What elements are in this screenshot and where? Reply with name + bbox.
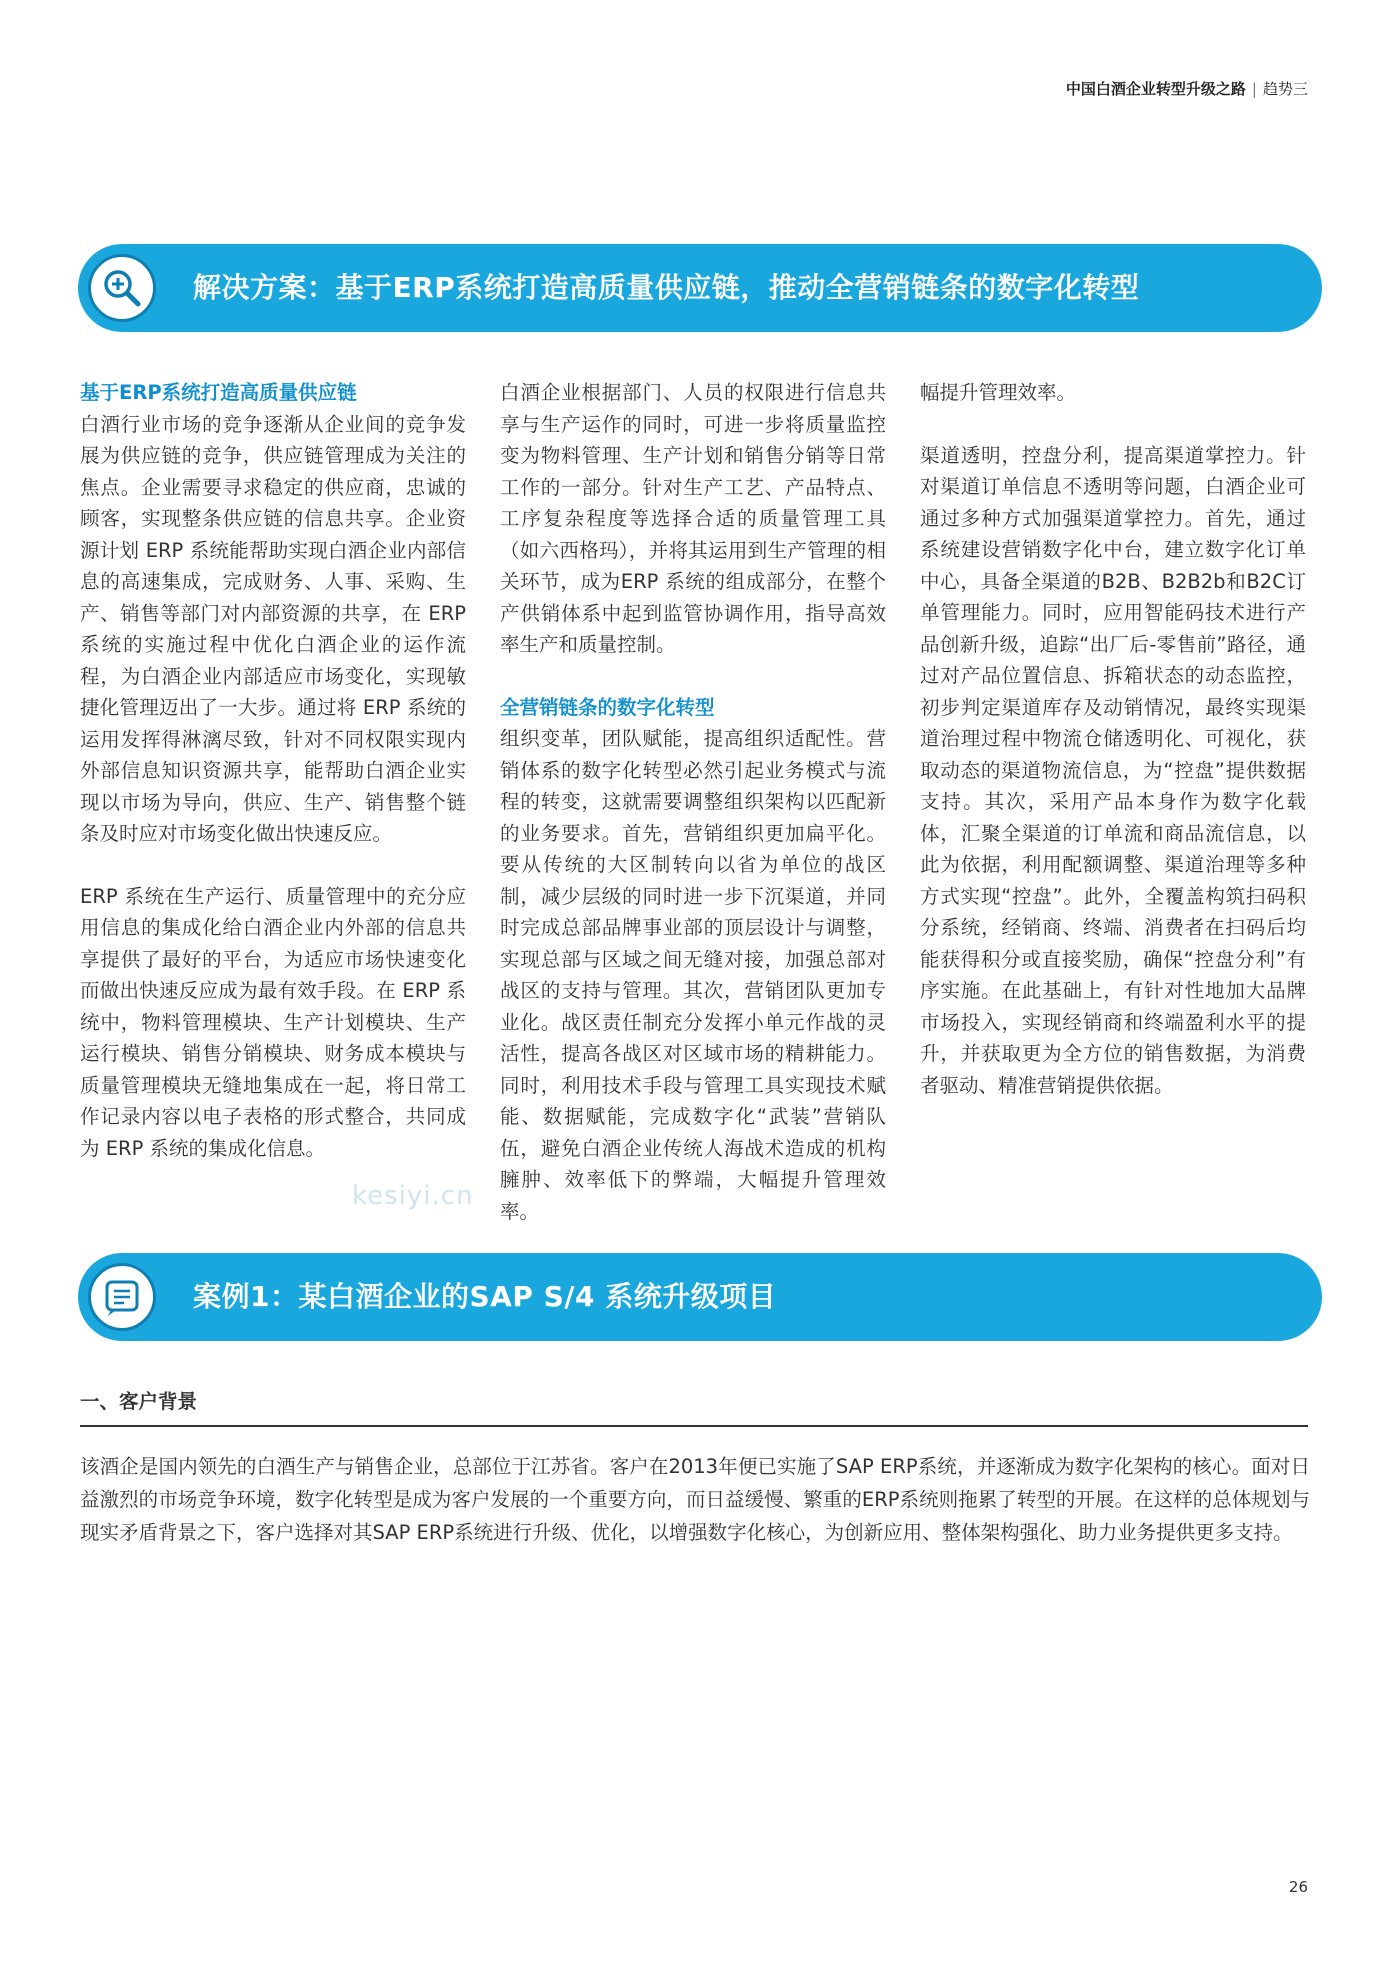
case-banner-title: 案例1：某白酒企业的SAP S/4 系统升级项目: [193, 1280, 777, 1313]
report-title: 中国白酒企业转型升级之路: [1065, 80, 1246, 98]
paragraph: 白酒行业市场的竞争逐渐从企业间的竞争发展为供应链的竞争，供应链管理成为关注的焦点。企业需要寻求稳定的供应商，忠诚的顾客，实现整条供应链的信息共享。企业资源计划 ERP 系统能帮助实现白酒企业内部信息的高速集成，完成财务、人事、采购、生产、销售等部门对内部资源的共享，在 ERP 系统的实施过程中优化白酒企业的运作流程，为白酒企业内部适应市场变化，实现敏捷化管理迈出了一大步。通过将 ERP 系统的运用发挥得淋漓尽致，针对不同权限实现内外部信息知识资源共享，能帮助白酒企业实现以市场为导向，供应、生产、销售整个链条及时应对市场变化做出快速反应。: [80, 412, 466, 845]
case-document-icon: [88, 1263, 156, 1331]
running-header: [1066, 78, 1308, 99]
column-2: [500, 377, 886, 1223]
subheading-supply-chain: 基于ERP系统打造高质量供应链: [80, 381, 357, 404]
header-separator: |: [1251, 80, 1257, 98]
paragraph: 白酒企业根据部门、人员的权限进行信息共享与生产运作的同时，可进一步将质量监控变为物料管理、生产计划和销售分销等日常工作的一部分。针对生产工艺、产品特点、工序复杂程度等选择合适的质量管理工具（如六西格玛），并将其运用到生产管理的相关环节，成为ERP 系统的组成部分，在整个产供销体系中起到监管协调作用，指导高效率生产和质量控制。: [500, 381, 886, 656]
customer-background-heading: 一、客户背景: [80, 1390, 198, 1413]
customer-background-text: 该酒企是国内领先的白酒生产与销售企业，总部位于江苏省。客户在2013年便已实施了SAP ERP系统，并逐渐成为数字化架构的核心。面对日益激烈的市场竞争环境，数字化转型是成为客户发展的一个重要方向，而日益缓慢、繁重的ERP系统则拖累了转型的开展。在这样的总体规划与现实矛盾背景之下，客户选择对其SAP ERP系统进行升级、优化，以增强数字化核心，为创新应用、整体架构强化、助力业务提供更多支持。: [80, 1455, 1310, 1544]
search-plus-icon: [88, 254, 156, 322]
solution-banner-title: 解决方案：基于ERP系统打造高质量供应链，推动全营销链条的数字化转型: [193, 271, 1140, 304]
solution-banner: [78, 244, 1322, 332]
paragraph: ERP 系统在生产运行、质量管理中的充分应用信息的集成化给白酒企业内外部的信息共享提供了最好的平台，为适应市场快速变化而做出快速反应成为最有效手段。在 ERP 系统中，物料管理模块、生产计划模块、生产运行模块、销售分销模块、财务成本模块与质量管理模块无缝地集成在一起，将日常工作记录内容以电子表格的形式整合，共同成为 ERP 系统的集成化信息。: [80, 884, 466, 1160]
paragraph-continued: 幅提升管理效率。: [920, 381, 1077, 404]
column-1: [80, 377, 466, 1164]
case-banner: [78, 1253, 1322, 1341]
subheading-marketing: 全营销链条的数字化转型: [500, 695, 715, 719]
divider: [80, 1425, 1308, 1427]
column-3: [920, 377, 1306, 1101]
page-number: 26: [1288, 1878, 1308, 1896]
paragraph: 渠道透明，控盘分利，提高渠道掌控力。针对渠道订单信息不透明等问题，白酒企业可通过多种方式加强渠道掌控力。首先，通过系统建设营销数字化中台，建立数字化订单中心，具备全渠道的B2B、B2B2b和B2C订单管理能力。同时，应用智能码技术进行产品创新升级，追踪“出厂后-零售前”路径，通过对产品位置信息、拆箱状态的动态监控，初步判定渠道库存及动销情况，最终实现渠道治理过程中物流仓储透明化、可视化，获取动态的渠道物流信息，为“控盘”提供数据支持。其次，采用产品本身作为数字化载体，汇聚全渠道的订单流和商品流信息，以此为依据，利用配额调整、渠道治理等多种方式实现“控盘”。此外，全覆盖构筑扫码积分系统，经销商、终端、消费者在扫码后均能获得积分或直接奖励，确保“控盘分利”有序实施。在此基础上，有针对性地加大品牌市场投入，实现经销商和终端盈利水平的提升，并获取更为全方位的销售数据，为消费者驱动、精准营销提供依据。: [920, 443, 1306, 1097]
watermark: kesiyi.cn: [352, 1181, 474, 1211]
paragraph: 组织变革，团队赋能，提高组织适配性。营销体系的数字化转型必然引起业务模式与流程的转变，这就需要调整组织架构以匹配新的业务要求。首先，营销组织更加扁平化。要从传统的大区制转向以省为单位的战区制，减少层级的同时进一步下沉渠道，并同时完成总部品牌事业部的顶层设计与调整，实现总部与区域之间无缝对接，加强总部对战区的支持与管理。其次，营销团队更加专业化。战区责任制充分发挥小单元作战的灵活性，提高各战区对区域市场的精耕能力。同时，利用技术手段与管理工具实现技术赋能、数据赋能，完成数字化“武装”营销队伍，避免白酒企业传统人海战术造成的机构臃肿、效率低下的弊端，大幅提升管理效率。: [500, 727, 886, 1223]
trend-label: 趋势三: [1262, 80, 1308, 98]
